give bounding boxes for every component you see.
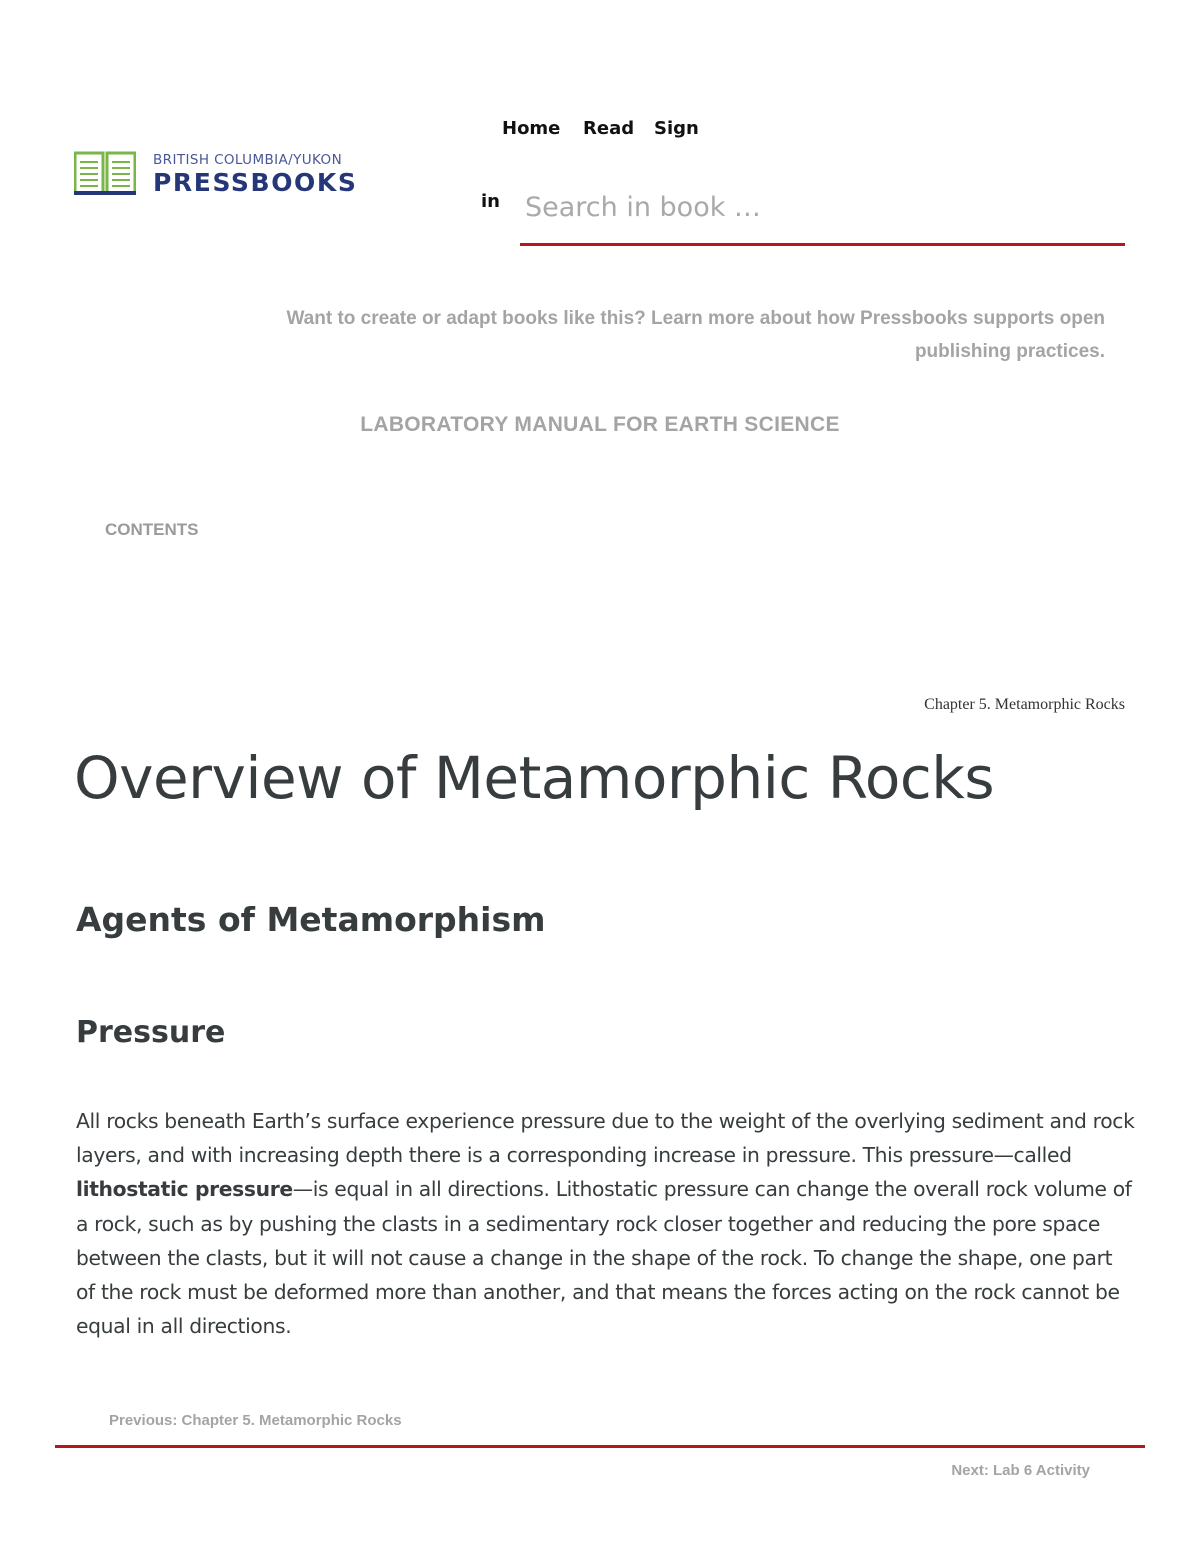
next-page-link[interactable]: Next: Lab 6 Activity [951, 1462, 1090, 1479]
section-heading: Agents of Metamorphism [76, 900, 546, 939]
page-title: Overview of Metamorphic Rocks [74, 744, 995, 812]
key-term: lithostatic pressure [76, 1177, 293, 1202]
nav-sign-in-link-continued[interactable]: in [481, 191, 500, 212]
previous-page-link[interactable]: Previous: Chapter 5. Metamorphic Rocks [109, 1412, 402, 1429]
chapter-label: Chapter 5. Metamorphic Rocks [924, 696, 1125, 713]
book-title[interactable]: LABORATORY MANUAL FOR EARTH SCIENCE [360, 413, 840, 436]
nav-read-link[interactable]: Read [583, 118, 635, 139]
search-input[interactable] [520, 180, 1125, 246]
open-book-icon [74, 150, 136, 196]
body-paragraph [76, 1104, 1136, 1343]
pressbooks-logo[interactable] [74, 148, 374, 198]
promo-text[interactable] [130, 302, 1105, 368]
subsection-heading: Pressure [76, 1015, 226, 1050]
paragraph-text-start: All rocks beneath Earth’s surface experience pressure due to the weight of the overlying sediment and rock layers, and with increasing depth there is a corresponding increase in pressure. This pressure—called [76, 1109, 1135, 1168]
logo-wordmark: PRESSBOOKS [153, 168, 358, 197]
footer-divider [55, 1445, 1145, 1448]
promo-line-2: publishing practices. [914, 341, 1105, 362]
logo-subtitle: BRITISH COLUMBIA/YUKON [153, 152, 343, 168]
paragraph-text-end: —is equal in all directions. Lithostatic pressure can change the overall rock volume of a rock, such as by pushing the clasts in a sedimentary rock closer together and reducing the pore space between the clasts, but it will not cause a change in the shape of the rock. To change the shape, one part of the rock must be deformed more than another, and that means the forces acting on the rock cannot be equal in all directions. [76, 1177, 1132, 1339]
nav-home-link[interactable]: Home [502, 118, 561, 139]
promo-line-1: Want to create or adapt books like this? Learn more about how Pressbooks supports open [286, 308, 1105, 329]
nav-sign-in-link[interactable]: Sign [654, 118, 699, 139]
contents-toggle[interactable]: CONTENTS [105, 520, 199, 539]
